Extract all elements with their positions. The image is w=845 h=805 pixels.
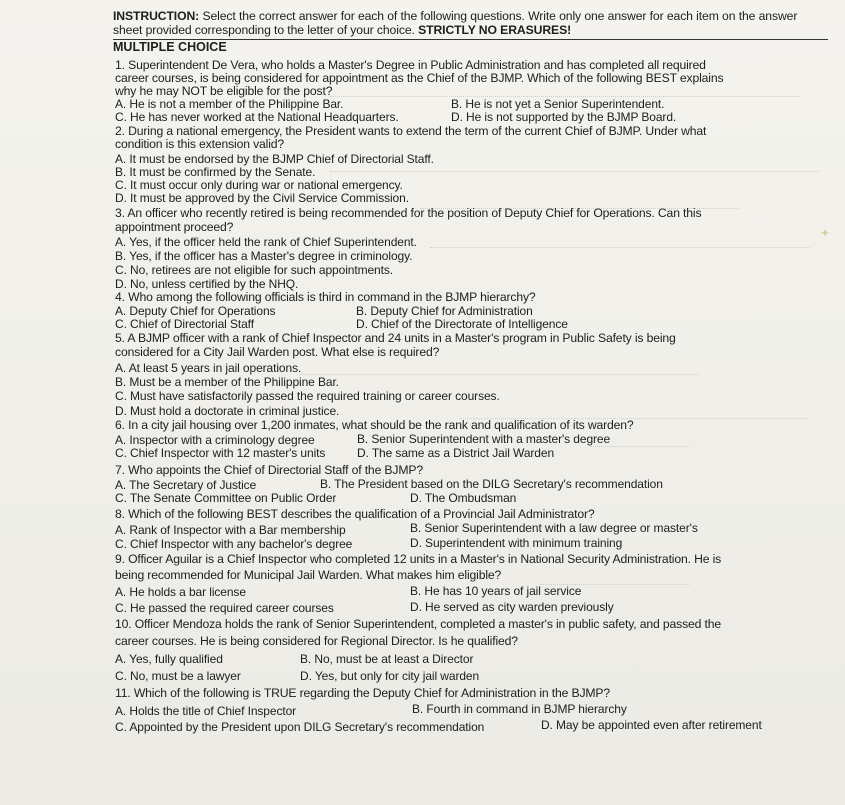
question-7-option-c: C. The Senate Committee on Public Order — [115, 491, 337, 505]
question-11-option-d: D. May be appointed even after retirement — [541, 718, 762, 732]
question-9-option-c: C. He passed the required career courses — [115, 601, 334, 615]
question-10-option-d: D. Yes, but only for city jail warden — [300, 669, 480, 683]
question-2-option-b: B. It must be confirmed by the Senate. — [115, 165, 316, 179]
question-4-option-d: D. Chief of the Directorate of Intelligence — [356, 317, 568, 331]
question-7-option-a: A. The Secretary of Justice — [115, 478, 257, 492]
section-title: MULTIPLE CHOICE — [113, 39, 828, 54]
question-1-line-3: why he may NOT be eligible for the post? — [115, 84, 333, 98]
question-10-line-2: career courses. He is being considered for Regional Director. Is he qualified? — [115, 634, 518, 648]
instruction-emphasis: STRICTLY NO ERASURES! — [418, 23, 572, 37]
question-3-line-2: appointment proceed? — [115, 220, 234, 234]
question-9-option-d: D. He served as city warden previously — [410, 600, 614, 614]
question-5-option-a: A. At least 5 years in jail operations. — [115, 361, 302, 375]
question-3-option-d: D. No, unless certified by the NHQ. — [115, 277, 299, 291]
question-5-option-b: B. Must be a member of the Philippine Bar. — [115, 375, 339, 389]
question-11-option-b: B. Fourth in command in BJMP hierarchy — [412, 702, 627, 716]
question-3-option-b: B. Yes, if the officer has a Master's degree in criminology. — [115, 249, 413, 263]
question-2-option-a: A. It must be endorsed by the BJMP Chief of Directorial Staff. — [115, 152, 434, 166]
question-11-line-1: 11. Which of the following is TRUE regarding the Deputy Chief for Administration in the BJMP? — [115, 686, 611, 700]
question-6-option-d: D. The same as a District Jail Warden — [357, 446, 555, 460]
question-9-option-a: A. He holds a bar license — [115, 585, 246, 599]
question-2-line-1: 2. During a national emergency, the President wants to extend the term of the current Chief of BJMP. Under what — [115, 124, 707, 138]
corner-mark-icon: ✦ — [820, 226, 831, 240]
question-11-option-a: A. Holds the title of Chief Inspector — [115, 704, 297, 718]
bleed-through-1 — [330, 86, 800, 97]
question-8-option-a: A. Rank of Inspector with a Bar membership — [115, 523, 346, 537]
question-6-option-b: B. Senior Superintendent with a master's degree — [357, 432, 611, 446]
question-6-option-a: A. Inspector with a criminology degree — [115, 433, 315, 447]
question-1-option-c: C. He has never worked at the National Headquarters. — [115, 110, 399, 124]
question-8-option-b: B. Senior Superintendent with a law degree or master's — [410, 521, 698, 535]
instruction-label: INSTRUCTION: — [113, 9, 200, 23]
question-1-option-b: B. He is not yet a Senior Superintendent. — [451, 97, 665, 111]
question-5-line-1: 5. A BJMP officer with a rank of Chief Inspector and 24 units in a Master's program in Public Safety is being — [115, 331, 676, 345]
instruction-text-1: Select the correct answer for each of the following questions. Write only one answer for each item on the answer — [202, 9, 798, 23]
question-10-option-c: C. No, must be a lawyer — [115, 669, 241, 683]
question-3-option-a: A. Yes, if the officer held the rank of Chief Superintendent. — [115, 235, 417, 249]
question-10-option-b: B. No, must be at least a Director — [300, 652, 474, 666]
question-8-option-d: D. Superintendent with minimum training — [410, 536, 623, 550]
question-1-option-a: A. He is not a member of the Philippine Bar. — [115, 97, 344, 111]
question-1-line-2: career courses, is being considered for appointment as the Chief of the BJMP. Which of the following BEST explains — [115, 71, 724, 85]
question-8-option-c: C. Chief Inspector with any bachelor's degree — [115, 537, 353, 551]
question-7-option-b: B. The President based on the DILG Secretary's recommendation — [320, 477, 663, 491]
question-2-option-d: D. It must be approved by the Civil Service Commission. — [115, 191, 409, 205]
question-4-line-1: 4. Who among the following officials is third in command in the BJMP hierarchy? — [115, 290, 536, 304]
question-9-line-1: 9. Officer Aguilar is a Chief Inspector who completed 12 units in a Master's in National Security Administration. He is — [115, 552, 722, 566]
question-3-option-c: C. No, retirees are not eligible for such appointments. — [115, 263, 393, 277]
question-10-line-1: 10. Officer Mendoza holds the rank of Senior Superintendent, completed a master's in public safety, and passed the — [115, 617, 722, 631]
question-3-line-1: 3. An officer who recently retired is being recommended for the position of Deputy Chief for Operations. Can this — [115, 206, 702, 220]
question-8-line-1: 8. Which of the following BEST describes the qualification of a Provincial Jail Administrator? — [115, 507, 595, 521]
question-6-line-1: 6. In a city jail housing over 1,200 inmates, what should be the rank and qualification of its warden? — [115, 418, 634, 432]
question-2-option-c: C. It must occur only during war or national emergency. — [115, 178, 403, 192]
question-5-line-2: considered for a City Jail Warden post. What else is required? — [115, 345, 440, 359]
question-1-line-1: 1. Superintendent De Vera, who holds a Master's Degree in Public Administration and has completed all required — [115, 58, 706, 72]
bleed-through-5 — [300, 364, 700, 375]
question-5-option-c: C. Must have satisfactorily passed the required training or career courses. — [115, 389, 500, 403]
question-7-line-1: 7. Who appoints the Chief of Directorial Staff of the BJMP? — [115, 463, 423, 477]
question-1-option-d: D. He is not supported by the BJMP Board. — [451, 110, 677, 124]
question-9-option-b: B. He has 10 years of jail service — [410, 584, 582, 598]
question-4-option-c: C. Chief of Directorial Staff — [115, 317, 254, 331]
instruction-text-2: sheet provided corresponding to the letter of your choice. — [113, 23, 415, 37]
instruction-block — [113, 9, 833, 37]
question-9-line-2: being recommended for Municipal Jail Warden. What makes him eligible? — [115, 568, 502, 582]
bleed-through-4 — [430, 237, 810, 248]
question-10-option-a: A. Yes, fully qualified — [115, 652, 223, 666]
question-4-option-a: A. Deputy Chief for Operations — [115, 304, 276, 318]
question-4-option-b: B. Deputy Chief for Administration — [356, 304, 533, 318]
question-6-option-c: C. Chief Inspector with 12 master's units — [115, 446, 326, 460]
question-7-option-d: D. The Ombudsman — [410, 491, 517, 505]
question-2-line-2: condition is this extension valid? — [115, 137, 285, 151]
question-11-option-c: C. Appointed by the President upon DILG Secretary's recommendation — [115, 720, 485, 734]
question-5-option-d: D. Must hold a doctorate in criminal justice. — [115, 404, 340, 418]
